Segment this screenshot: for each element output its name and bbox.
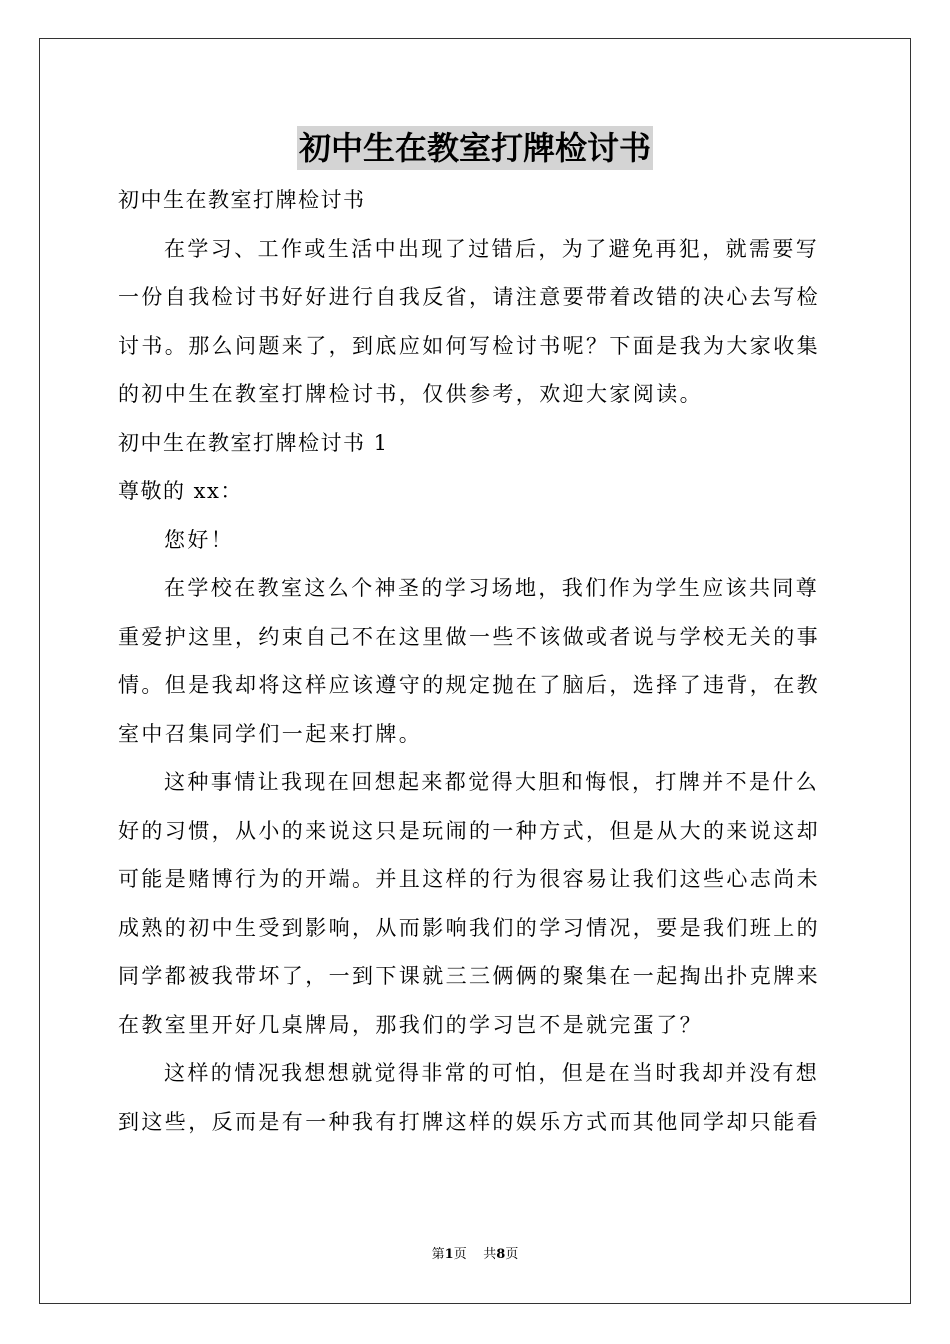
text-line: 好的习惯，从小的来说这只是玩闹的一种方式，但是从大的来说这却 xyxy=(118,818,820,843)
text-line: 这样的情况我想想就觉得非常的可怕，但是在当时我却并没有想 xyxy=(164,1061,820,1085)
text-line: 在教室里开好几桌牌局，那我们的学习岂不是就完蛋了？ xyxy=(118,1012,703,1037)
text-line: 的初中生在教室打牌检讨书，仅供参考，欢迎大家阅读。 xyxy=(118,382,703,406)
footer-page-suffix: 页 xyxy=(453,1247,467,1262)
footer-page-number: 1 xyxy=(444,1247,454,1262)
title-container xyxy=(0,126,950,170)
text-line: 同学都被我带坏了，一到下课就三三俩俩的聚集在一起掏出扑克牌来 xyxy=(118,964,820,988)
text-line: 这种事情让我现在回想起来都觉得大胆和悔恨，打牌并不是什么 xyxy=(164,770,820,794)
page-footer xyxy=(0,1246,950,1264)
footer-total-suffix: 页 xyxy=(505,1247,519,1262)
text-line: 讨书。那么问题来了，到底应如何写检讨书呢？下面是我为大家收集 xyxy=(118,333,820,358)
text-line: 尊敬的 xx： xyxy=(118,479,243,503)
text-line: 一份自我检讨书好好进行自我反省，请注意要带着改错的决心去写检 xyxy=(118,285,820,309)
text-line: 您好！ xyxy=(164,527,235,552)
text-line: 初中生在教室打牌检讨书 xyxy=(118,188,366,212)
text-line: 初中生在教室打牌检讨书 1 xyxy=(118,430,389,455)
document-body xyxy=(118,176,832,1146)
text-line: 成熟的初中生受到影响，从而影响我们的学习情况，要是我们班上的 xyxy=(118,915,820,940)
footer-page-prefix: 第 xyxy=(431,1247,445,1262)
text-line: 室中召集同学们一起来打牌。 xyxy=(118,721,423,746)
text-line: 在学校在教室这么个神圣的学习场地，我们作为学生应该共同尊 xyxy=(164,576,820,600)
document-title: 初中生在教室打牌检讨书 xyxy=(297,126,653,170)
footer-total-pages: 8 xyxy=(496,1247,506,1262)
text-line: 可能是赌博行为的开端。并且这样的行为很容易让我们这些心志尚未 xyxy=(118,867,820,891)
text-line: 到这些，反而是有一种我有打牌这样的娱乐方式而其他同学却只能看 xyxy=(118,1109,820,1134)
footer-total-prefix: 共 xyxy=(483,1247,497,1262)
text-line: 重爱护这里，约束自己不在这里做一些不该做或者说与学校无关的事 xyxy=(118,624,820,649)
text-line: 在学习、工作或生活中出现了过错后，为了避免再犯，就需要写 xyxy=(164,236,820,261)
text-line: 情。但是我却将这样应该遵守的规定抛在了脑后，选择了违背，在教 xyxy=(118,673,820,697)
